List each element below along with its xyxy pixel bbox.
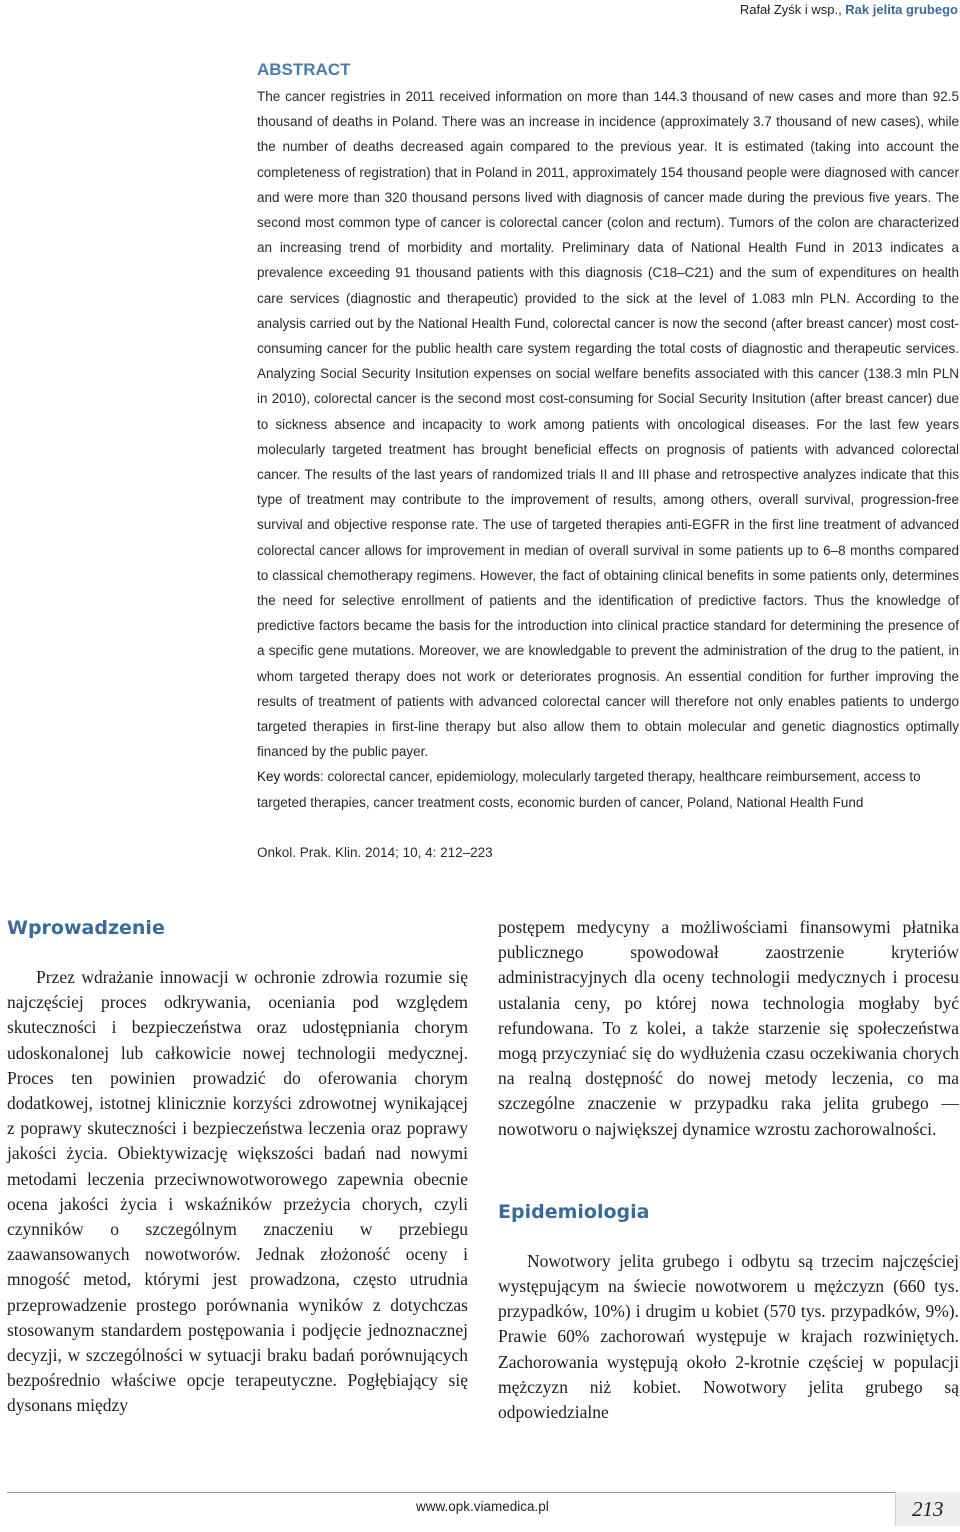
- keywords: [257, 764, 959, 814]
- right-column: [498, 915, 959, 1425]
- epidemiology-paragraph: Nowotwory jelita grubego i odbytu są trzecim najczęściej występującym na świecie nowotworem u mężczyzn (660 tys. przypadków, 10%) i drugim u kobiet (570 tys. przypadków, 9%). Prawie 60% zachorowań występuje w krajach rozwiniętych. Zachorowania występują około 2-krotnie częściej w populacji mężczyzn niż kobiet. Nowotwory jelita grubego są odpowiedzialne: [498, 1250, 959, 1423]
- keywords-label: Key words: [257, 769, 321, 785]
- section-heading-introduction: Wprowadzenie: [7, 917, 165, 939]
- abstract-heading: ABSTRACT: [257, 60, 351, 79]
- running-head-title: Rak jelita grubego: [845, 2, 958, 17]
- abstract-body: The cancer registries in 2011 received information on more than 144.3 thousand of new cases and more than 92.5 thousand of deaths in Poland. There was an increase in incidence (approximately 3.7 thousand of new cases), while the number of deaths decreased again compared to the previous year. It is estimated (taking into account the completeness of registration) that in Poland in 2011, approximately 154 thousand people were diagnosed with cancer and were more than 320 thousand persons lived with diagnosis of cancer made during the previous five years. The second most common type of cancer is colorectal cancer (colon and rectum). Tumors of the colon are characterized an increasing trend of morbidity and mortality. Preliminary data of National Health Fund in 2013 indicates a prevalence exceeding 91 thousand patients with this diagnosis (C18–C21) and the sum of expenditures on health care services (diagnostic and therapeutic) provided to the sick at the level of 1.083 mln PLN. According to the analysis carried out by the National Health Fund, colorectal cancer is now the second (after breast cancer) most cost-consuming cancer for the public health care system regarding the total costs of diagnostic and therapeutic services. Analyzing Social Security Insitution expenses on social welfare benefits associated with this cancer (138.3 mln PLN in 2010), colorectal cancer is the second most cost-consuming for Social Security Insitution (after breast cancer) due to sickness absence and incapacity to work among patients with oncological diseases. For the last few years molecularly targeted treatment has brought beneficial effects on prognosis of patients with advanced colorectal cancer. The results of the last years of randomized trials II and III phase and retrospective analyzes indicate that this type of treatment may contribute to the improvement of results, among others, overall survival, progression-free survival and objective response rate. The use of targeted therapies anti-EGFR in the first line treatment of advanced colorectal cancer allows for improvement in median of overall survival in some patients up to 6–8 months compared to classical chemotherapy regimens. However, the fact of obtaining clinical benefits in some patients only, determines the need for selective enrollment of patients and the identification of predictive factors. Thus the knowledge of predictive factors became the basis for the introduction into clinical practice standard for determining the presence of a specific gene mutations. Moreover, we are knowledgable to prevent the administration of the drug to the patient, in whom targeted therapy does not work or deteriorates prognosis. An essential condition for further improving the results of treatment of patients with advanced colorectal cancer will therefore not only enables patients to undergo targeted therapies in first-line therapy but also allow them to obtain molecular and genetic diagnostics optimally financed by the public payer.: [257, 89, 959, 760]
- running-head: [740, 2, 958, 17]
- introduction-paragraph: Przez wdrażanie innowacji w ochronie zdrowia rozumie się najczęściej proces odkrywania, oceniania pod względem skuteczności i bezpieczeństwa oraz udostępniania chorym udoskonalonej lub całkowicie nowej technologii medycznej. Proces ten powinien prowadzić do oferowania chorym dodatkowej, istotnej klinicznie korzyści zdrowotnej wynikającej z poprawy skuteczności i bezpieczeństwa leczenia oraz poprawy jakości życia. Obiektywizację większości badań nad nowymi metodami leczenia przeciwnowotworowego zapewnia obecnie ocena jakości życia i wskaźników przeżycia chorych, czyli czynników o szczególnym znaczeniu w przebiegu zaawansowanych nowotworów. Jednak złożoność oceny i mnogość metod, którymi jest prowadzona, często utrudnia przeprowadzenie prostego porównania wyników z dotychczas stosowanym standardem postępowania i podjęcie jednoznacznej decyzji, w szczególności w sytuacji braku badań porównujących bezpośrednio właściwe opcje terapeutyczne. Pogłębiający się dysonans między: [7, 967, 468, 1416]
- keywords-text: : colorectal cancer, epidemiology, molecularly targeted therapy, healthcare reimbursement, access to targeted therapies, cancer treatment costs, economic burden of cancer, Poland, National Health Fund: [257, 769, 921, 810]
- running-head-authors: Rafał Zyśk i wsp.,: [739, 2, 846, 17]
- abstract-section: [257, 60, 959, 815]
- footer-url: www.opk.viamedica.pl: [416, 1499, 549, 1514]
- introduction-continuation: postępem medycyny a możliwościami finansowymi płatnika publicznego spowodował zaostrzenie kryteriów administracyjnych dla oceny technologii medycznych i procesu ustalania ceny, po której nowa technologia mogłaby być refundowana. To z kolei, a także starzenie się społeczeństwa mogą przyczyniać się do wydłużenia czasu oczekiwania chorych na realną dostępność do nowej metody leczenia, co ma szczególne znaczenie w przypadku raka jelita grubego — nowotworu o największej dynamice wzrostu zachorowalności.: [498, 917, 959, 1139]
- left-column: [7, 915, 468, 1419]
- footer-divider: [7, 1492, 959, 1493]
- page-number: 213: [912, 1497, 944, 1521]
- citation: Onkol. Prak. Klin. 2014; 10, 4: 212–223: [257, 845, 493, 860]
- section-heading-epidemiology: Epidemiologia: [498, 1200, 650, 1223]
